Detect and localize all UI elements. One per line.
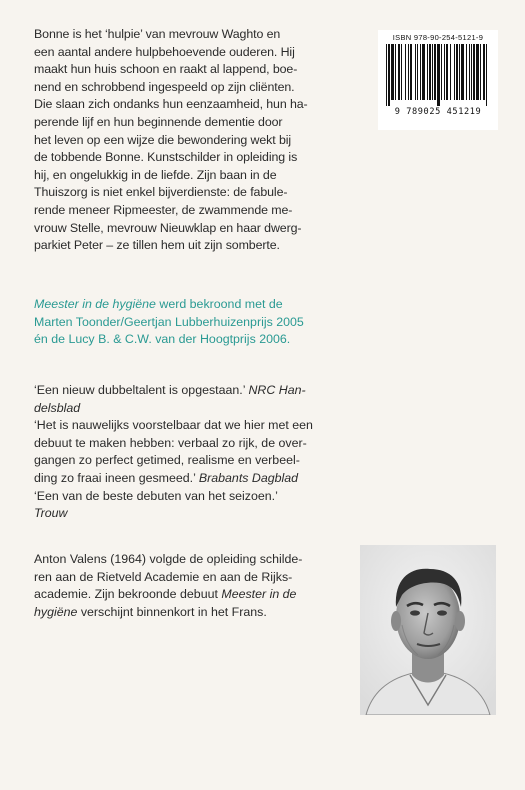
bio-line-2: ren aan de Rietveld Academie en aan de Rijks- [34,569,293,584]
barcode-bar [432,44,433,100]
quote-1: ‘Een nieuw dubbeltalent is opgestaan.’ [34,383,249,397]
author-bio [34,551,339,621]
blurb-line: parkiet Peter – ze tillen hem uit zijn somberte. [34,238,280,253]
quote-3: ‘Een van de beste debuten van het seizoen.’ [34,488,278,503]
quote-2-source: Brabants Dagblad [198,470,299,485]
barcode-bar [437,44,440,106]
barcode-bar [441,44,442,100]
quote-2-line: debuut te maken hebben: verbaal zo rijk, de over- [34,435,307,450]
barcode-bar [408,44,409,100]
quote-3-source: Trouw [34,506,68,521]
barcode-bar [446,44,448,100]
blurb-line: Thuiszorg is niet enkel bijverdienste: de fabule- [34,185,288,200]
barcode-bar [427,44,428,100]
award-line-3: én de Lucy B. & C.W. van der Hoogtprijs 2006. [34,332,291,347]
blurb-line: hij, en ongelukkig in de liefde. Zijn baan in de [34,167,277,182]
barcode-bar [480,44,481,100]
barcode-bar [420,44,421,100]
award-book-title: Meester in de hygiëne [34,297,156,311]
barcode-bar [450,44,451,100]
blurb-line: de tobbende Bonne. Kunstschilder in opleiding is [34,150,298,165]
quote-2-line: gangen zo perfect getimed, realisme en verbeel- [34,453,300,468]
barcode-bar [405,44,406,100]
barcode-digits: 9 789025 451219 [394,107,482,117]
blurb-line: Bonne is het ‘hulpie’ van mevrouw Waghto en [34,27,281,41]
barcode-icon [384,44,492,106]
quote-1-source: NRC Han- [248,383,306,397]
award-line-1: werd bekroond met de [155,297,283,311]
award-text [34,296,344,349]
barcode-bar [469,44,470,100]
barcode-bar [417,44,418,100]
blurb-line: nend en schrobbend ingespeeld op zijn cliënten. [34,79,295,94]
blurb-line: een aantal andere hulpbehoevende ouderen. Hij [34,44,295,59]
blurb-line: maakt hun huis schoon en raakt al lappend, boe- [34,62,298,77]
award-line-2: Marten Toonder/Geertjan Lubberhuizenprijs 2005 [34,314,304,329]
barcode-bar [471,44,472,100]
isbn-label: ISBN 978-90-254-5121-9 [392,33,484,42]
barcode-bar [386,44,387,106]
blurb-line: rende meneer Ripmeester, de zwammende me- [34,202,293,217]
barcode-bar [459,44,460,100]
barcode-bar [398,44,400,100]
blurb-line: perende lijf en hun beginnende dementie door [34,114,283,129]
review-quotes [34,382,344,523]
blurb-line: Die slaan zich ondanks hun eenzaamheid, hun ha- [34,97,308,112]
bio-book-title: Meester in de [221,587,297,602]
barcode-bar [410,44,412,100]
bio-book-title-cont: hygiëne [34,604,78,619]
barcode-bar [415,44,416,100]
blurb-line: vrouw Stelle, mevrouw Nieuwklap en haar dwerg- [34,220,302,235]
barcode-bar [429,44,431,100]
blurb-text [34,26,344,255]
barcode-bar [391,44,394,100]
barcode-bar [476,44,479,100]
barcode-bar [486,44,487,106]
barcode-bar [444,44,445,100]
barcode-bar [466,44,467,100]
quote-2-line: ding zo fraai ineen gesmeed.’ [34,470,199,485]
quote-1-source-cont: delsblad [34,400,81,415]
barcode-bar [456,44,458,100]
barcode-bar [454,44,455,100]
blurb-line: het leven op een wijze die bewondering wekt bij [34,132,292,147]
barcode-bar [401,44,402,100]
barcode-bar [473,44,475,100]
author-photo [360,545,496,715]
barcode-bar [434,44,436,100]
barcode-bar [422,44,425,100]
quote-2-line: ‘Het is nauwelijks voorstelbaar dat we hier met een [34,418,313,433]
barcode-bar [461,44,464,100]
bio-line-3: academie. Zijn bekroonde debuut [34,587,222,602]
bio-line-4: verschijnt binnenkort in het Frans. [77,604,267,619]
barcode-bar [395,44,396,100]
barcode-bar [388,44,390,106]
bio-line-1: Anton Valens (1964) volgde de opleiding schilde- [34,552,303,566]
barcode-bar [483,44,485,100]
